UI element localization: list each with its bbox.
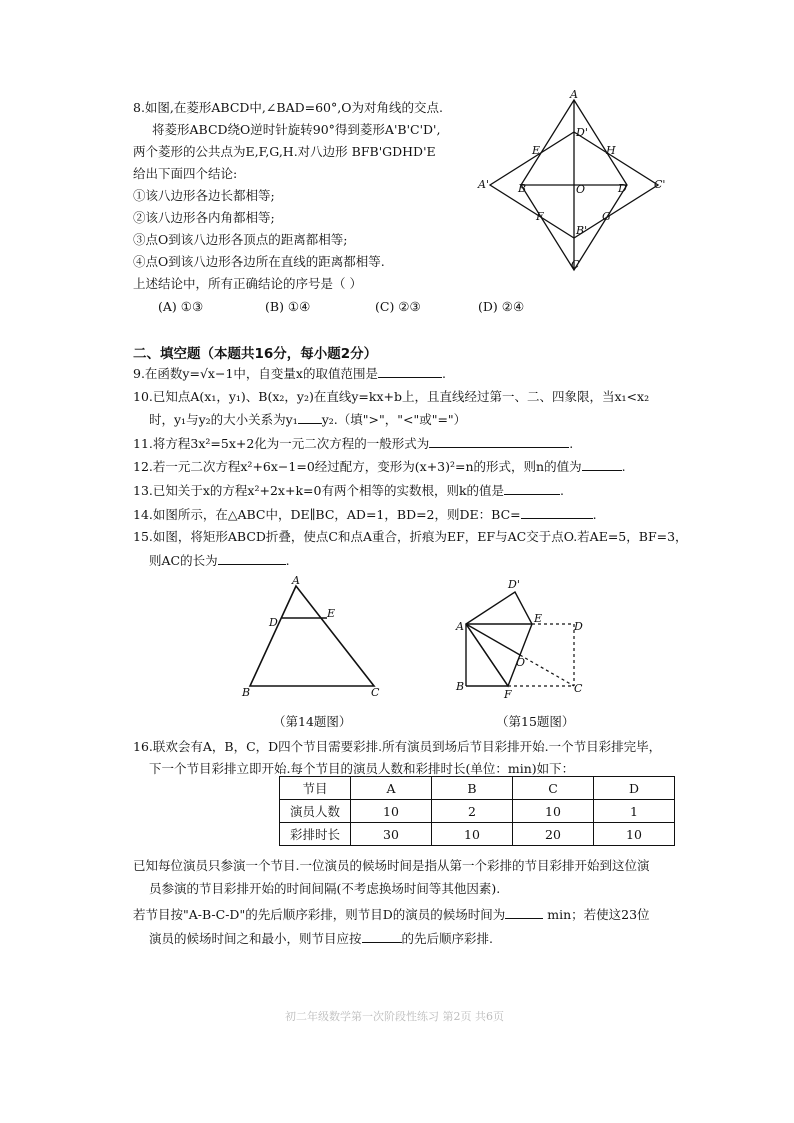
q8-option-c: (C) ②③ <box>375 299 421 314</box>
fig15-caption: （第15题图） <box>496 714 575 729</box>
table-row <box>280 823 675 846</box>
q8-option-d: (D) ②④ <box>478 299 525 314</box>
fig14-label-d: D <box>269 616 278 629</box>
q8-rhombus-figure <box>470 88 680 278</box>
q12: 12.若一元二次方程x²+6x−1=0经过配方，变形为(x+3)²=n的形式，则n的值为 . <box>133 456 626 477</box>
fig15-label-f: F <box>504 688 512 700</box>
fig15-label-b: B <box>456 680 465 693</box>
q8-option-b: (B) ①④ <box>265 299 311 314</box>
fig15-label-o: O <box>516 656 526 669</box>
q8-line-8: ④点O到该八边形各边所在直线的距离都相等. <box>133 254 385 269</box>
q16-ask-1 <box>133 904 650 925</box>
q16-line-1: 16.联欢会有A，B，C，D四个节目需要彩排.所有演员到场后节目彩排开始.一个节目彩排完毕， <box>133 739 662 754</box>
fig15-label-c: C <box>574 682 583 695</box>
q8-line-6: ②该八边形各内角都相等; <box>133 210 275 225</box>
table-cell: A <box>351 777 432 800</box>
q16-ask-2-tail: 的先后顺序彩排. <box>401 931 493 946</box>
q11: 11.将方程3x²=5x+2化为一元二次方程的一般形式为 . <box>133 433 573 454</box>
table-cell: 演员人数 <box>280 800 351 823</box>
table-cell: 10 <box>513 800 594 823</box>
q10-text-a: 时，y₁与y₂的大小关系为y₁ <box>149 412 298 427</box>
q16-ask-2-text: 演员的候场时间之和最小，则节目应按 <box>149 931 362 946</box>
label-h: H <box>606 144 616 157</box>
table-row <box>280 800 675 823</box>
q8-line-5: ①该八边形各边长都相等; <box>133 188 275 203</box>
label-g: G <box>602 210 611 223</box>
q16-blank-2[interactable] <box>362 928 402 943</box>
label-b-prime: B' <box>576 224 588 237</box>
q15-text: 则AC的长为 <box>149 553 218 568</box>
q8-line-9: 上述结论中，所有正确结论的序号是（ ） <box>133 276 362 291</box>
segment-af <box>466 624 508 686</box>
label-d: D <box>618 182 627 195</box>
fig15-label-d-prime: D' <box>508 578 520 591</box>
table-row <box>280 777 675 800</box>
section-2-title: 二、填空题（本题共16分，每小题2分） <box>133 346 378 362</box>
label-f: F <box>536 210 544 223</box>
fig14-caption: （第14题图） <box>273 714 352 729</box>
q14: 14.如图所示，在△ABC中，DE∥BC，AD=1，BD=2，则DE：BC= . <box>133 504 597 525</box>
label-c: C <box>571 258 580 271</box>
label-o: O <box>576 183 586 196</box>
q10-blank[interactable] <box>298 409 322 424</box>
q9-blank[interactable] <box>378 363 442 378</box>
q14-text: 14.如图所示，在△ABC中，DE∥BC，AD=1，BD=2，则DE：BC= <box>133 507 521 522</box>
q16-blank-1[interactable] <box>505 904 543 919</box>
page-footer: 初二年级数学第一次阶段性练习 第2页 共6页 <box>285 1010 504 1023</box>
q13-text: 13.已知关于x的方程x²+2x+k=0有两个相等的实数根，则k的值是 <box>133 483 505 498</box>
q16-line-2: 下一个节目彩排立即开始.每个节目的演员人数和彩排时长(单位：min)如下： <box>149 761 575 776</box>
q16-note-1: 已知每位演员只参演一个节目.一位演员的候场时间是指从第一个彩排的节目彩排开始到这位演 <box>133 858 650 873</box>
q8-line-1: 8.如图,在菱形ABCD中,∠BAD=60°,O为对角线的交点. <box>133 100 443 115</box>
label-c-prime: C' <box>654 178 666 191</box>
fig14-label-b: B <box>242 686 251 699</box>
q8-option-a: (A) ①③ <box>158 299 204 314</box>
table-cell: 1 <box>594 800 675 823</box>
q10-text-b: y₂.（填">"，"<"或"="） <box>321 412 467 427</box>
label-e: E <box>532 144 541 157</box>
q8-line-3: 两个菱形的公共点为E,F,G,H.对八边形 BFB'GDHD'E <box>133 144 436 159</box>
fig14-label-c: C <box>371 686 380 699</box>
table-cell: 10 <box>594 823 675 846</box>
table-cell: 彩排时长 <box>280 823 351 846</box>
table-cell: 节目 <box>280 777 351 800</box>
table-cell: B <box>432 777 513 800</box>
segment-ao <box>466 624 520 655</box>
table-cell: 30 <box>351 823 432 846</box>
q16-ask-2 <box>149 928 493 949</box>
fig15-label-d: D <box>574 620 583 633</box>
q8-line-7: ③点O到该八边形各顶点的距离都相等; <box>133 232 348 247</box>
fig15-label-a: A <box>456 620 464 633</box>
q15-blank[interactable] <box>218 550 286 565</box>
table-cell: 20 <box>513 823 594 846</box>
q13: 13.已知关于x的方程x²+2x+k=0有两个相等的实数根，则k的值是 . <box>133 480 564 501</box>
q16-ask-1-tail: min；若使这23位 <box>547 907 650 922</box>
table-cell: D <box>594 777 675 800</box>
q12-blank[interactable] <box>582 456 622 471</box>
fig14-label-a: A <box>292 574 300 587</box>
q15-line-1: 15.如图，将矩形ABCD折叠，使点C和点A重合，折痕为EF，EF与AC交于点O.若AE=5，BF=3， <box>133 529 688 544</box>
q16-ask-1-text: 若节目按"A-B-C-D"的先后顺序彩排，则节目D的演员的候场时间为 <box>133 907 506 922</box>
label-a-prime: A' <box>478 178 489 191</box>
dashed-oc <box>520 655 574 686</box>
label-a: A <box>570 88 578 101</box>
q16-table <box>279 776 675 846</box>
table-cell: 10 <box>351 800 432 823</box>
q10-line-2 <box>149 409 466 430</box>
q11-blank[interactable] <box>429 433 569 448</box>
label-d-prime: D' <box>576 126 588 139</box>
q10-line-1: 10.已知点A(x₁，y₁)、B(x₂，y₂)在直线y=kx+b上，且直线经过第一、二、四象限，当x₁<x₂ <box>133 389 650 404</box>
triangle-abc <box>250 586 374 686</box>
q9: 9.在函数y=√x−1中，自变量x的取值范围是 . <box>133 363 446 384</box>
q13-blank[interactable] <box>504 480 560 495</box>
fig15-rectangle <box>452 574 592 700</box>
table-cell: 2 <box>432 800 513 823</box>
q9-text: 9.在函数y=√x−1中，自变量x的取值范围是 <box>133 366 378 381</box>
table-cell: C <box>513 777 594 800</box>
q12-text: 12.若一元二次方程x²+6x−1=0经过配方，变形为(x+3)²=n的形式，则n的值为 <box>133 459 582 474</box>
q15-line-2: 则AC的长为 . <box>149 550 290 571</box>
fig15-label-e: E <box>534 612 543 625</box>
fig14-triangle <box>238 574 388 700</box>
q8-line-4: 给出下面四个结论: <box>133 166 238 181</box>
q8-line-2: 将菱形ABCD绕O逆时针旋转90°得到菱形A'B'C'D', <box>152 122 441 137</box>
fig14-label-e: E <box>327 607 336 620</box>
label-b: B <box>518 182 527 195</box>
q11-text: 11.将方程3x²=5x+2化为一元二次方程的一般形式为 <box>133 436 430 451</box>
q14-blank[interactable] <box>521 504 593 519</box>
q16-note-2: 员参演的节目彩排开始的时间间隔(不考虑换场时间等其他因素). <box>149 881 501 896</box>
table-cell: 10 <box>432 823 513 846</box>
